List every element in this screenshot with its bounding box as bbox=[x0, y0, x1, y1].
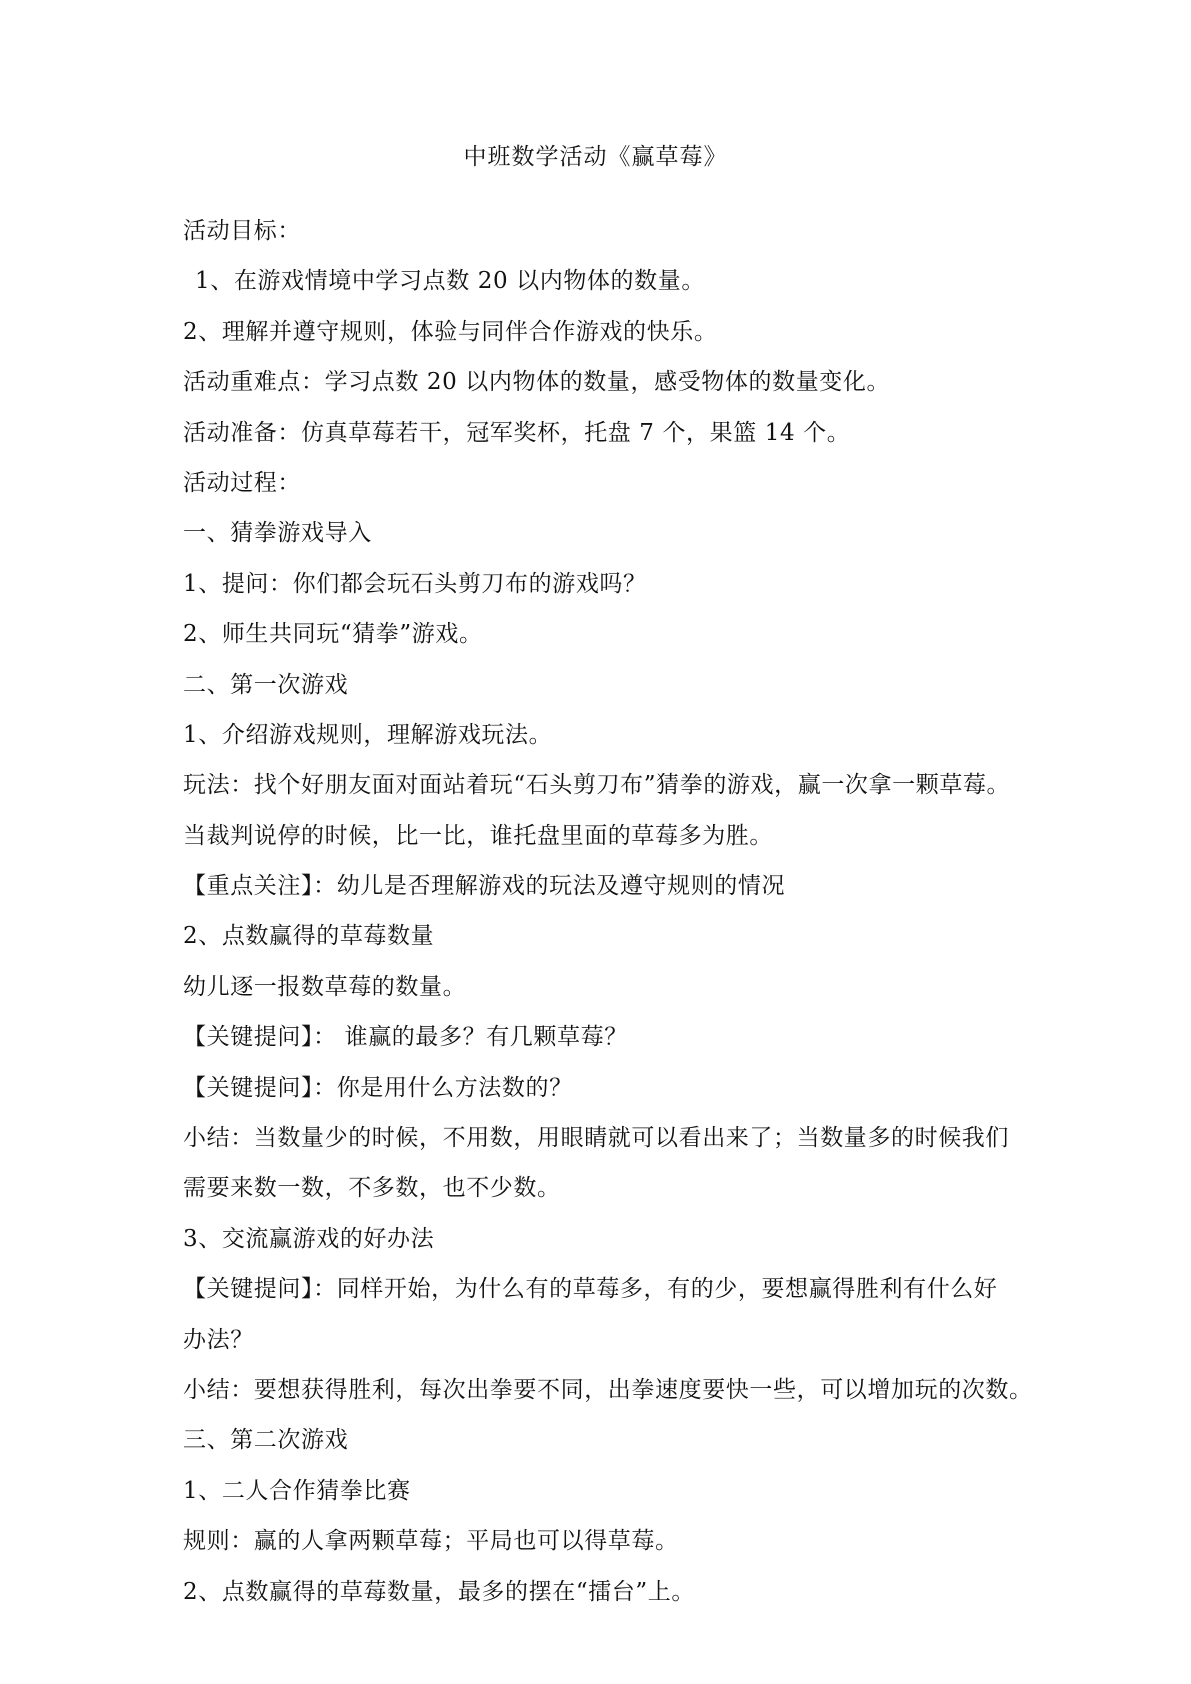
paragraph-line: 小结：要想获得胜利，每次出拳要不同，出拳速度要快一些，可以增加玩的次数。 bbox=[183, 1376, 1033, 1403]
paragraph-line: 1、二人合作猜拳比赛 bbox=[183, 1477, 411, 1504]
paragraph-line: 【关键提问】： 谁赢的最多？有几颗草莓？ bbox=[183, 1024, 628, 1051]
part-heading-1: 一、猜拳游戏导入 bbox=[183, 520, 372, 547]
paragraph-line: 当裁判说停的时候，比一比，谁托盘里面的草莓多为胜。 bbox=[183, 822, 773, 849]
paragraph-line: 幼儿逐一报数草莓的数量。 bbox=[183, 973, 467, 1000]
paragraph-line: 【关键提问】：你是用什么方法数的？ bbox=[183, 1074, 573, 1101]
section-heading-goals: 活动目标： bbox=[183, 218, 301, 244]
section-heading-process: 活动过程： bbox=[183, 469, 301, 496]
paragraph-line: 3、交流赢游戏的好办法 bbox=[183, 1225, 435, 1252]
paragraph-line: 2、点数赢得的草莓数量 bbox=[183, 923, 435, 950]
part-heading-2: 二、第一次游戏 bbox=[183, 671, 349, 698]
paragraph-line: 1、提问：你们都会玩石头剪刀布的游戏吗？ bbox=[183, 570, 647, 597]
paragraph-line: 1、介绍游戏规则，理解游戏玩法。 bbox=[183, 721, 553, 748]
preparation-line: 活动准备：仿真草莓若干，冠军奖杯，托盘 7 个，果篮 14 个。 bbox=[183, 419, 851, 446]
paragraph-line: 2、点数赢得的草莓数量，最多的摆在“擂台”上。 bbox=[183, 1578, 695, 1605]
document-body bbox=[183, 214, 1033, 1625]
paragraph-line: 【关键提问】：同样开始，为什么有的草莓多，有的少，要想赢得胜利有什么好 bbox=[183, 1276, 998, 1303]
goal-item-1: 1、在游戏情境中学习点数 20 以内物体的数量。 bbox=[195, 268, 705, 295]
paragraph-line: 【重点关注】：幼儿是否理解游戏的玩法及遵守规则的情况 bbox=[183, 873, 786, 900]
goal-item-2: 2、理解并遵守规则，体验与同伴合作游戏的快乐。 bbox=[183, 318, 718, 345]
paragraph-line: 办法？ bbox=[183, 1326, 254, 1353]
part-heading-3: 三、第二次游戏 bbox=[183, 1427, 349, 1454]
paragraph-line: 规则：赢的人拿两颗草莓；平局也可以得草莓。 bbox=[183, 1528, 679, 1555]
paragraph-line: 小结：当数量少的时候，不用数，用眼睛就可以看出来了；当数量多的时候我们 bbox=[183, 1125, 1009, 1152]
paragraph-line: 需要来数一数，不多数，也不少数。 bbox=[183, 1175, 561, 1202]
paragraph-line: 玩法：找个好朋友面对面站着玩“石头剪刀布”猜拳的游戏，赢一次拿一颗草莓。 bbox=[183, 772, 1011, 799]
paragraph-line: 2、师生共同玩“猜拳”游戏。 bbox=[183, 621, 483, 648]
document-title: 中班数学活动《赢草莓》 bbox=[463, 144, 728, 170]
key-points-line: 活动重难点：学习点数 20 以内物体的数量，感受物体的数量变化。 bbox=[183, 369, 891, 396]
